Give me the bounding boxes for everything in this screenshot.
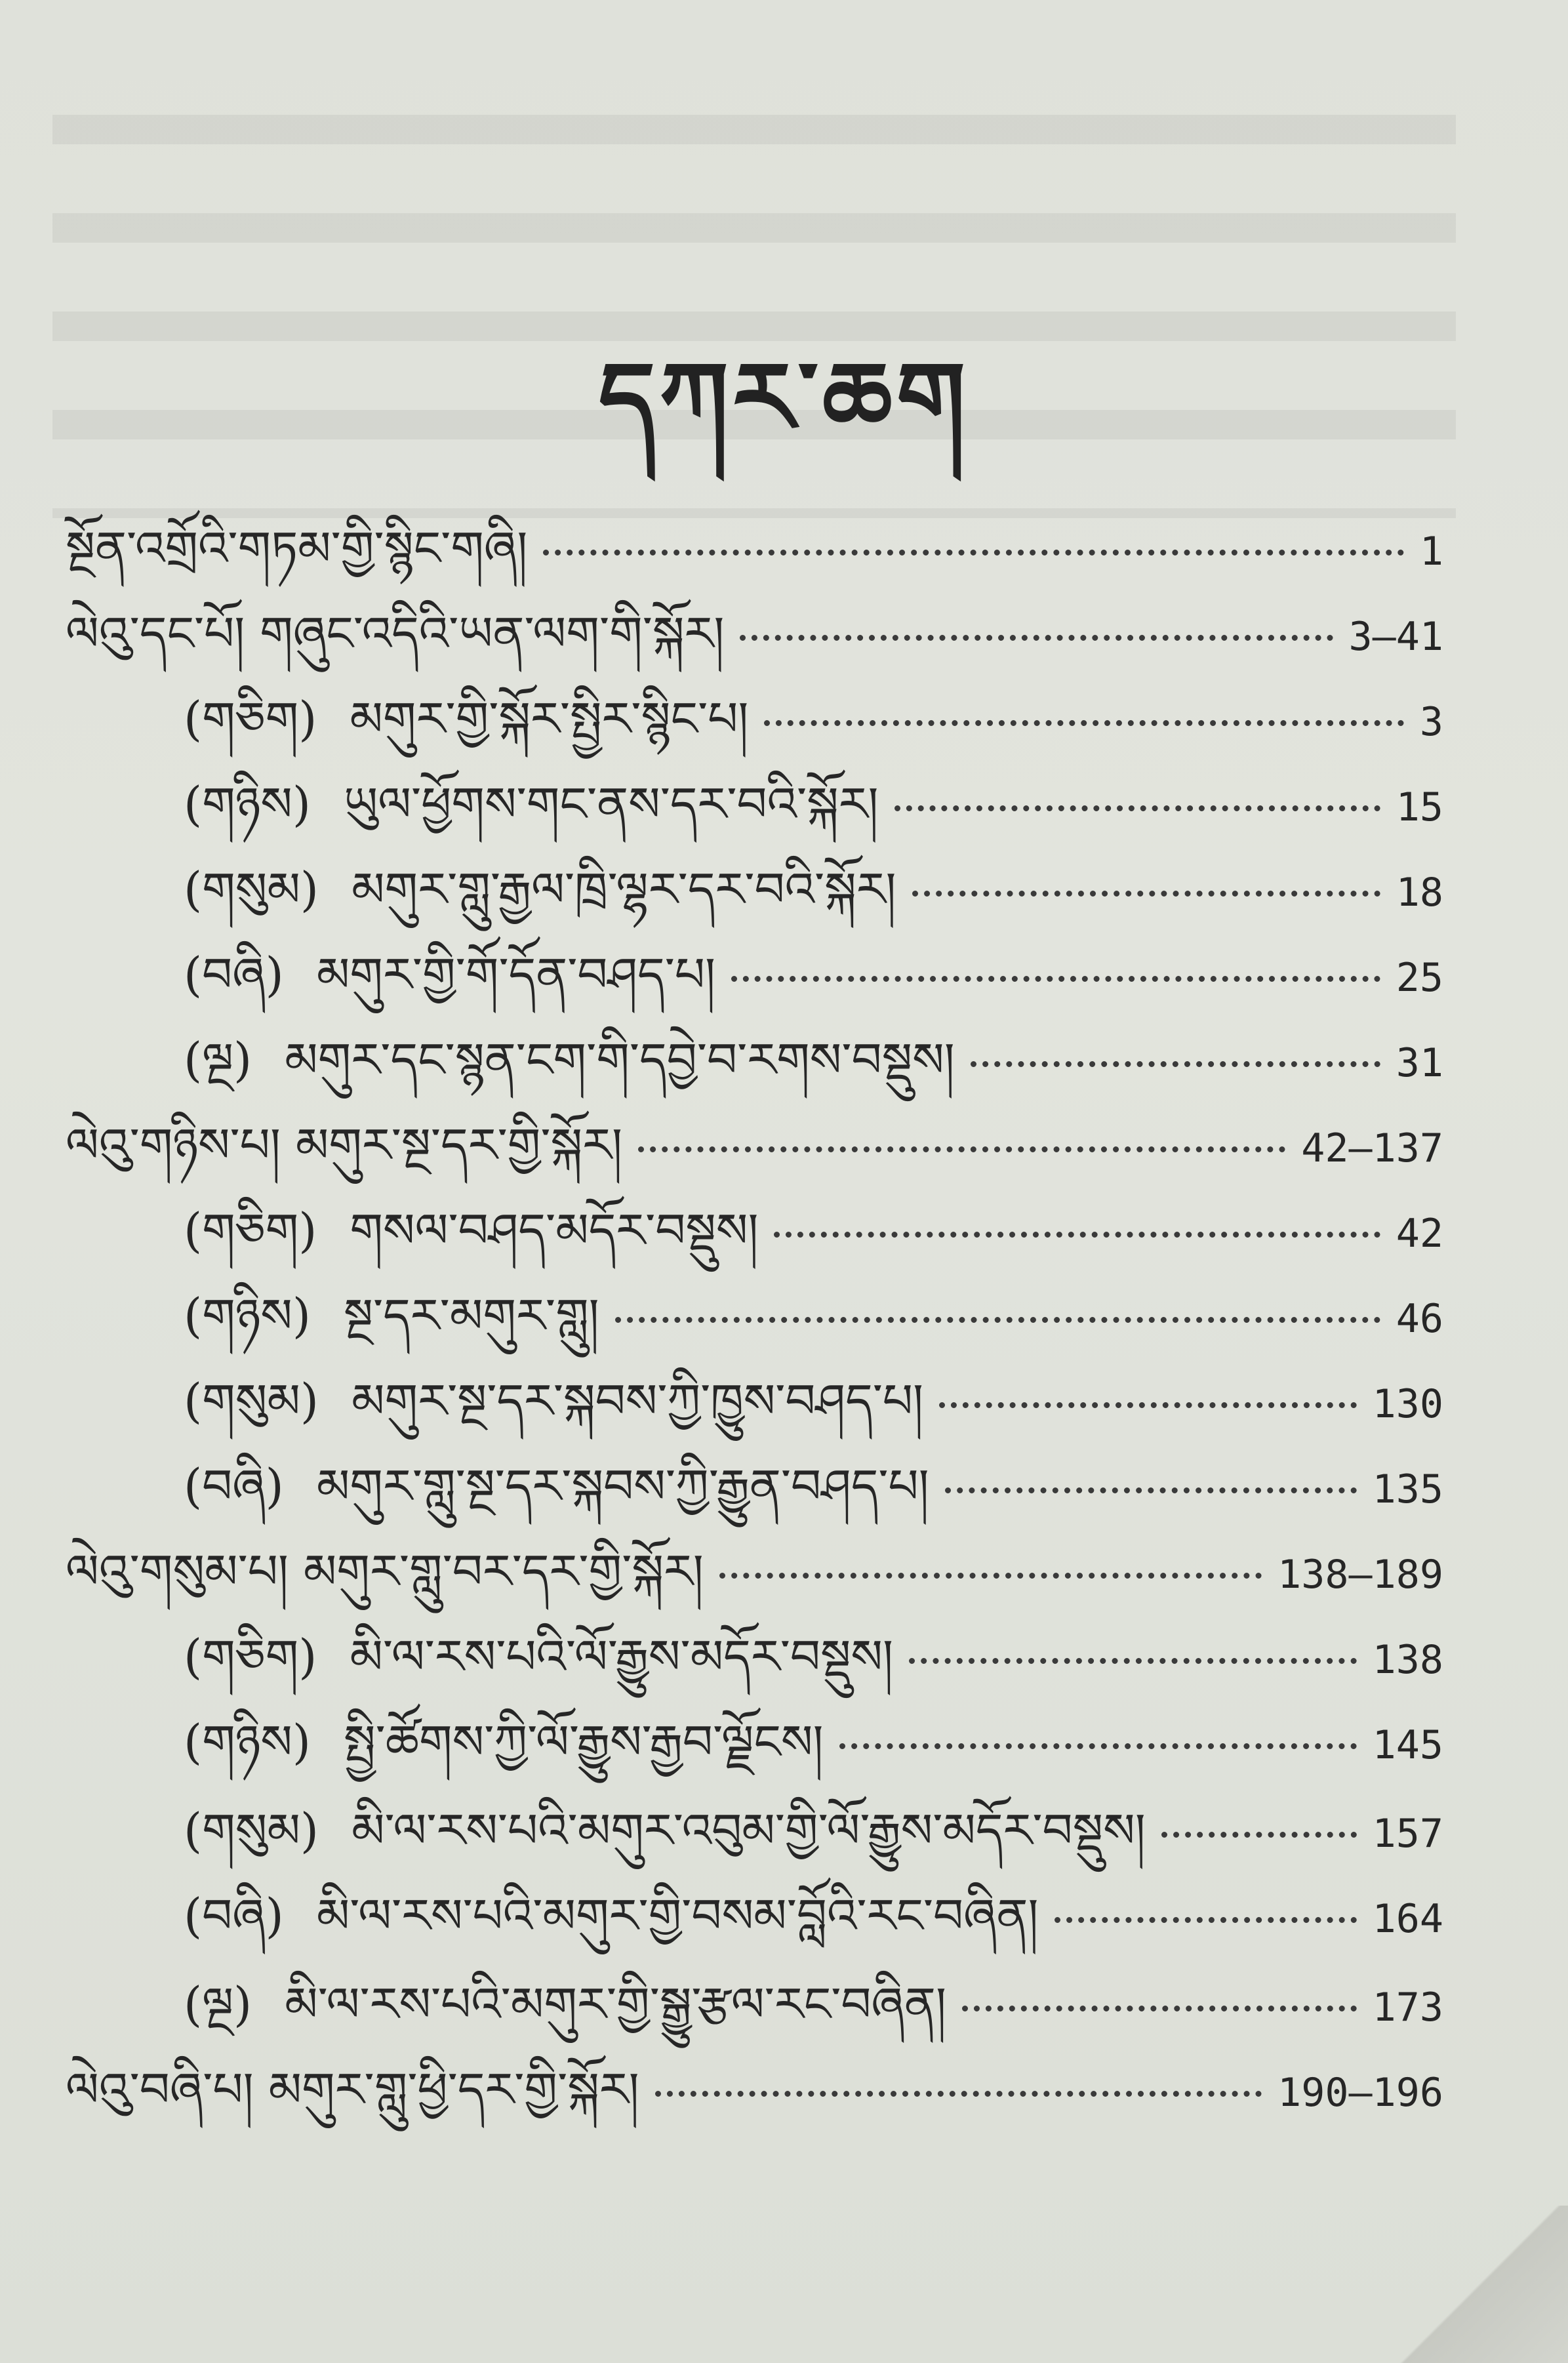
dot-leader <box>895 805 1380 811</box>
dot-leader <box>764 720 1404 726</box>
toc-page-number: 25 <box>1396 955 1443 1001</box>
toc-entry <box>184 1032 1443 1087</box>
dot-leader <box>939 1402 1357 1408</box>
toc-entry <box>184 1459 1443 1514</box>
toc-page-number: 46 <box>1396 1296 1443 1342</box>
toc-entry <box>184 1803 1443 1858</box>
toc-entry-number: (ལྔ) <box>184 1977 252 2032</box>
dot-leader <box>615 1317 1380 1323</box>
dot-leader <box>638 1146 1285 1152</box>
toc-entry-title: ལེའུ་གཉིས་པ། མགུར་སྔ་དར་གྱི་སྐོར། <box>66 1118 622 1173</box>
toc-page-number: 138—189 <box>1277 1552 1443 1598</box>
folded-corner <box>1352 2206 1568 2363</box>
dot-leader <box>839 1743 1357 1749</box>
toc-entry-number: (ལྔ) <box>184 1032 252 1087</box>
dot-leader <box>543 550 1404 555</box>
toc-page-number: 135 <box>1372 1466 1443 1512</box>
dot-leader <box>1161 1832 1357 1838</box>
dot-leader <box>719 1573 1262 1579</box>
dot-leader <box>909 1658 1357 1664</box>
dot-leader <box>740 635 1333 641</box>
toc-entry <box>66 2062 1443 2117</box>
toc-entry-number: (གཉིས) <box>184 1714 311 1769</box>
toc-entry-title: ལེའུ་དང་པོ། གཞུང་འདིའི་ཡན་ལག་གི་སྐོར། <box>66 606 725 661</box>
toc-entry-number: (གཅིག) <box>184 691 317 746</box>
dot-leader <box>774 1232 1380 1238</box>
toc-page-number: 42 <box>1396 1211 1443 1257</box>
toc-entry-number: (གཅིག) <box>184 1629 317 1684</box>
toc-entry-title: མགུར་གྱི་སྐོར་སྤྱིར་སྙིང་པ། <box>350 691 749 746</box>
dot-leader <box>971 1061 1380 1067</box>
dot-leader <box>945 1487 1357 1493</box>
toc-entry-title: མགུར་གླུ་རྒྱལ་ཁྲི་ལྷར་དར་བའི་སྐོར། <box>352 862 896 917</box>
toc-page-number: 31 <box>1396 1040 1443 1086</box>
toc-entry <box>184 1629 1443 1684</box>
toc-entry-number: (གཉིས) <box>184 1288 311 1343</box>
toc-page-number: 130 <box>1372 1381 1443 1427</box>
toc-entry-number: (བཞི) <box>184 1888 284 1943</box>
dot-leader <box>655 2091 1262 2097</box>
toc-entry-number: (གཉིས) <box>184 777 311 832</box>
toc-entry <box>184 691 1443 746</box>
toc-entry-title: ལེའུ་གསུམ་པ། མགུར་གླུ་བར་དར་གྱི་སྐོར། <box>66 1544 704 1599</box>
toc-entry <box>66 521 1443 576</box>
toc-entry-number: (གསུམ) <box>184 1803 319 1858</box>
toc-page-number: 3—41 <box>1348 614 1443 660</box>
toc-entry-number: (གསུམ) <box>184 1373 319 1428</box>
toc-entry <box>66 1544 1443 1599</box>
toc-entry-title: མགུར་གླུ་སྔ་དར་སྐབས་ཀྱི་རྒྱུན་བཤད་པ། <box>316 1459 929 1514</box>
toc-entry-title: མི་ལ་རས་པའི་མགུར་གྱི་བསམ་བློའི་རང་བཞིན། <box>316 1888 1039 1943</box>
toc-entry-title: སྔ་དར་མགུར་གླུ། <box>344 1288 599 1343</box>
page-title: དཀར་ཆག <box>598 340 970 456</box>
toc-entry-title: མགུར་གྱི་གོ་དོན་བཤད་པ། <box>316 947 715 1002</box>
toc-entry-number: (བཞི) <box>184 1459 284 1514</box>
toc-entry <box>184 1203 1443 1258</box>
dot-leader <box>912 891 1380 897</box>
toc-entry-number: (གཅིག) <box>184 1203 317 1258</box>
toc-page-number: 15 <box>1396 784 1443 830</box>
toc-page-number: 138 <box>1372 1637 1443 1683</box>
toc-page-number: 3 <box>1419 699 1443 745</box>
toc-entry-title: ལེའུ་བཞི་པ། མགུར་གླུ་ཕྱི་དར་གྱི་སྐོར། <box>66 2062 639 2117</box>
toc-page-number: 190—196 <box>1277 2070 1443 2116</box>
toc-entry-title: སྤྱི་ཚོགས་ཀྱི་ལོ་རྒྱུས་རྒྱབ་ལྗོངས། <box>344 1714 824 1769</box>
toc-page-number: 157 <box>1372 1811 1443 1857</box>
toc-page-number: 164 <box>1372 1896 1443 1942</box>
toc-entry-title: མི་ལ་རས་པའི་མགུར་གྱི་སྒྱུ་རྩལ་རང་བཞིན། <box>285 1977 946 2032</box>
toc-entry <box>184 1714 1443 1769</box>
dot-leader <box>962 2006 1357 2011</box>
toc-entry <box>184 777 1443 832</box>
toc-entry-title: གསལ་བཤད་མདོར་བསྡུས། <box>350 1203 759 1258</box>
toc-page-number: 42—137 <box>1301 1125 1443 1171</box>
toc-page-number: 173 <box>1372 1985 1443 2030</box>
toc-entry <box>66 606 1443 661</box>
toc-page-number: 1 <box>1419 529 1443 575</box>
toc-entry-title: སྔོན་འགྲོའི་གཏམ་གྱི་སྙིང་གཞི། <box>66 521 528 576</box>
toc-page-number: 18 <box>1396 870 1443 916</box>
toc-entry-title: མགུར་དང་སྙན་ངག་གི་དབྱེ་བ་རགས་བསྡུས། <box>285 1032 955 1087</box>
dot-leader <box>731 976 1380 982</box>
toc-entry-number: (བཞི) <box>184 947 284 1002</box>
toc-entry-title: མགུར་སྔ་དར་སྐབས་ཀྱི་ཁྱུས་བཤད་པ། <box>352 1373 924 1428</box>
toc-entry <box>184 947 1443 1002</box>
dot-leader <box>1055 1917 1357 1923</box>
toc-entry <box>184 1373 1443 1428</box>
toc-entry <box>184 1977 1443 2032</box>
toc-entry-title: ཡུལ་ཕྱོགས་གང་ནས་དར་བའི་སྐོར། <box>344 777 879 832</box>
toc-entry <box>184 1888 1443 1943</box>
toc-entry <box>66 1118 1443 1173</box>
toc-entry-title: མི་ལ་རས་པའི་མགུར་འབུམ་གྱི་ལོ་རྒྱུས་མདོར་བསྡུས། <box>352 1803 1146 1858</box>
toc-entry <box>184 862 1443 917</box>
toc-entry <box>184 1288 1443 1343</box>
toc-page-number: 145 <box>1372 1722 1443 1768</box>
toc-entry-title: མི་ལ་རས་པའི་ལོ་རྒྱུས་མདོར་བསྡུས། <box>350 1629 894 1684</box>
toc-entry-number: (གསུམ) <box>184 862 319 917</box>
